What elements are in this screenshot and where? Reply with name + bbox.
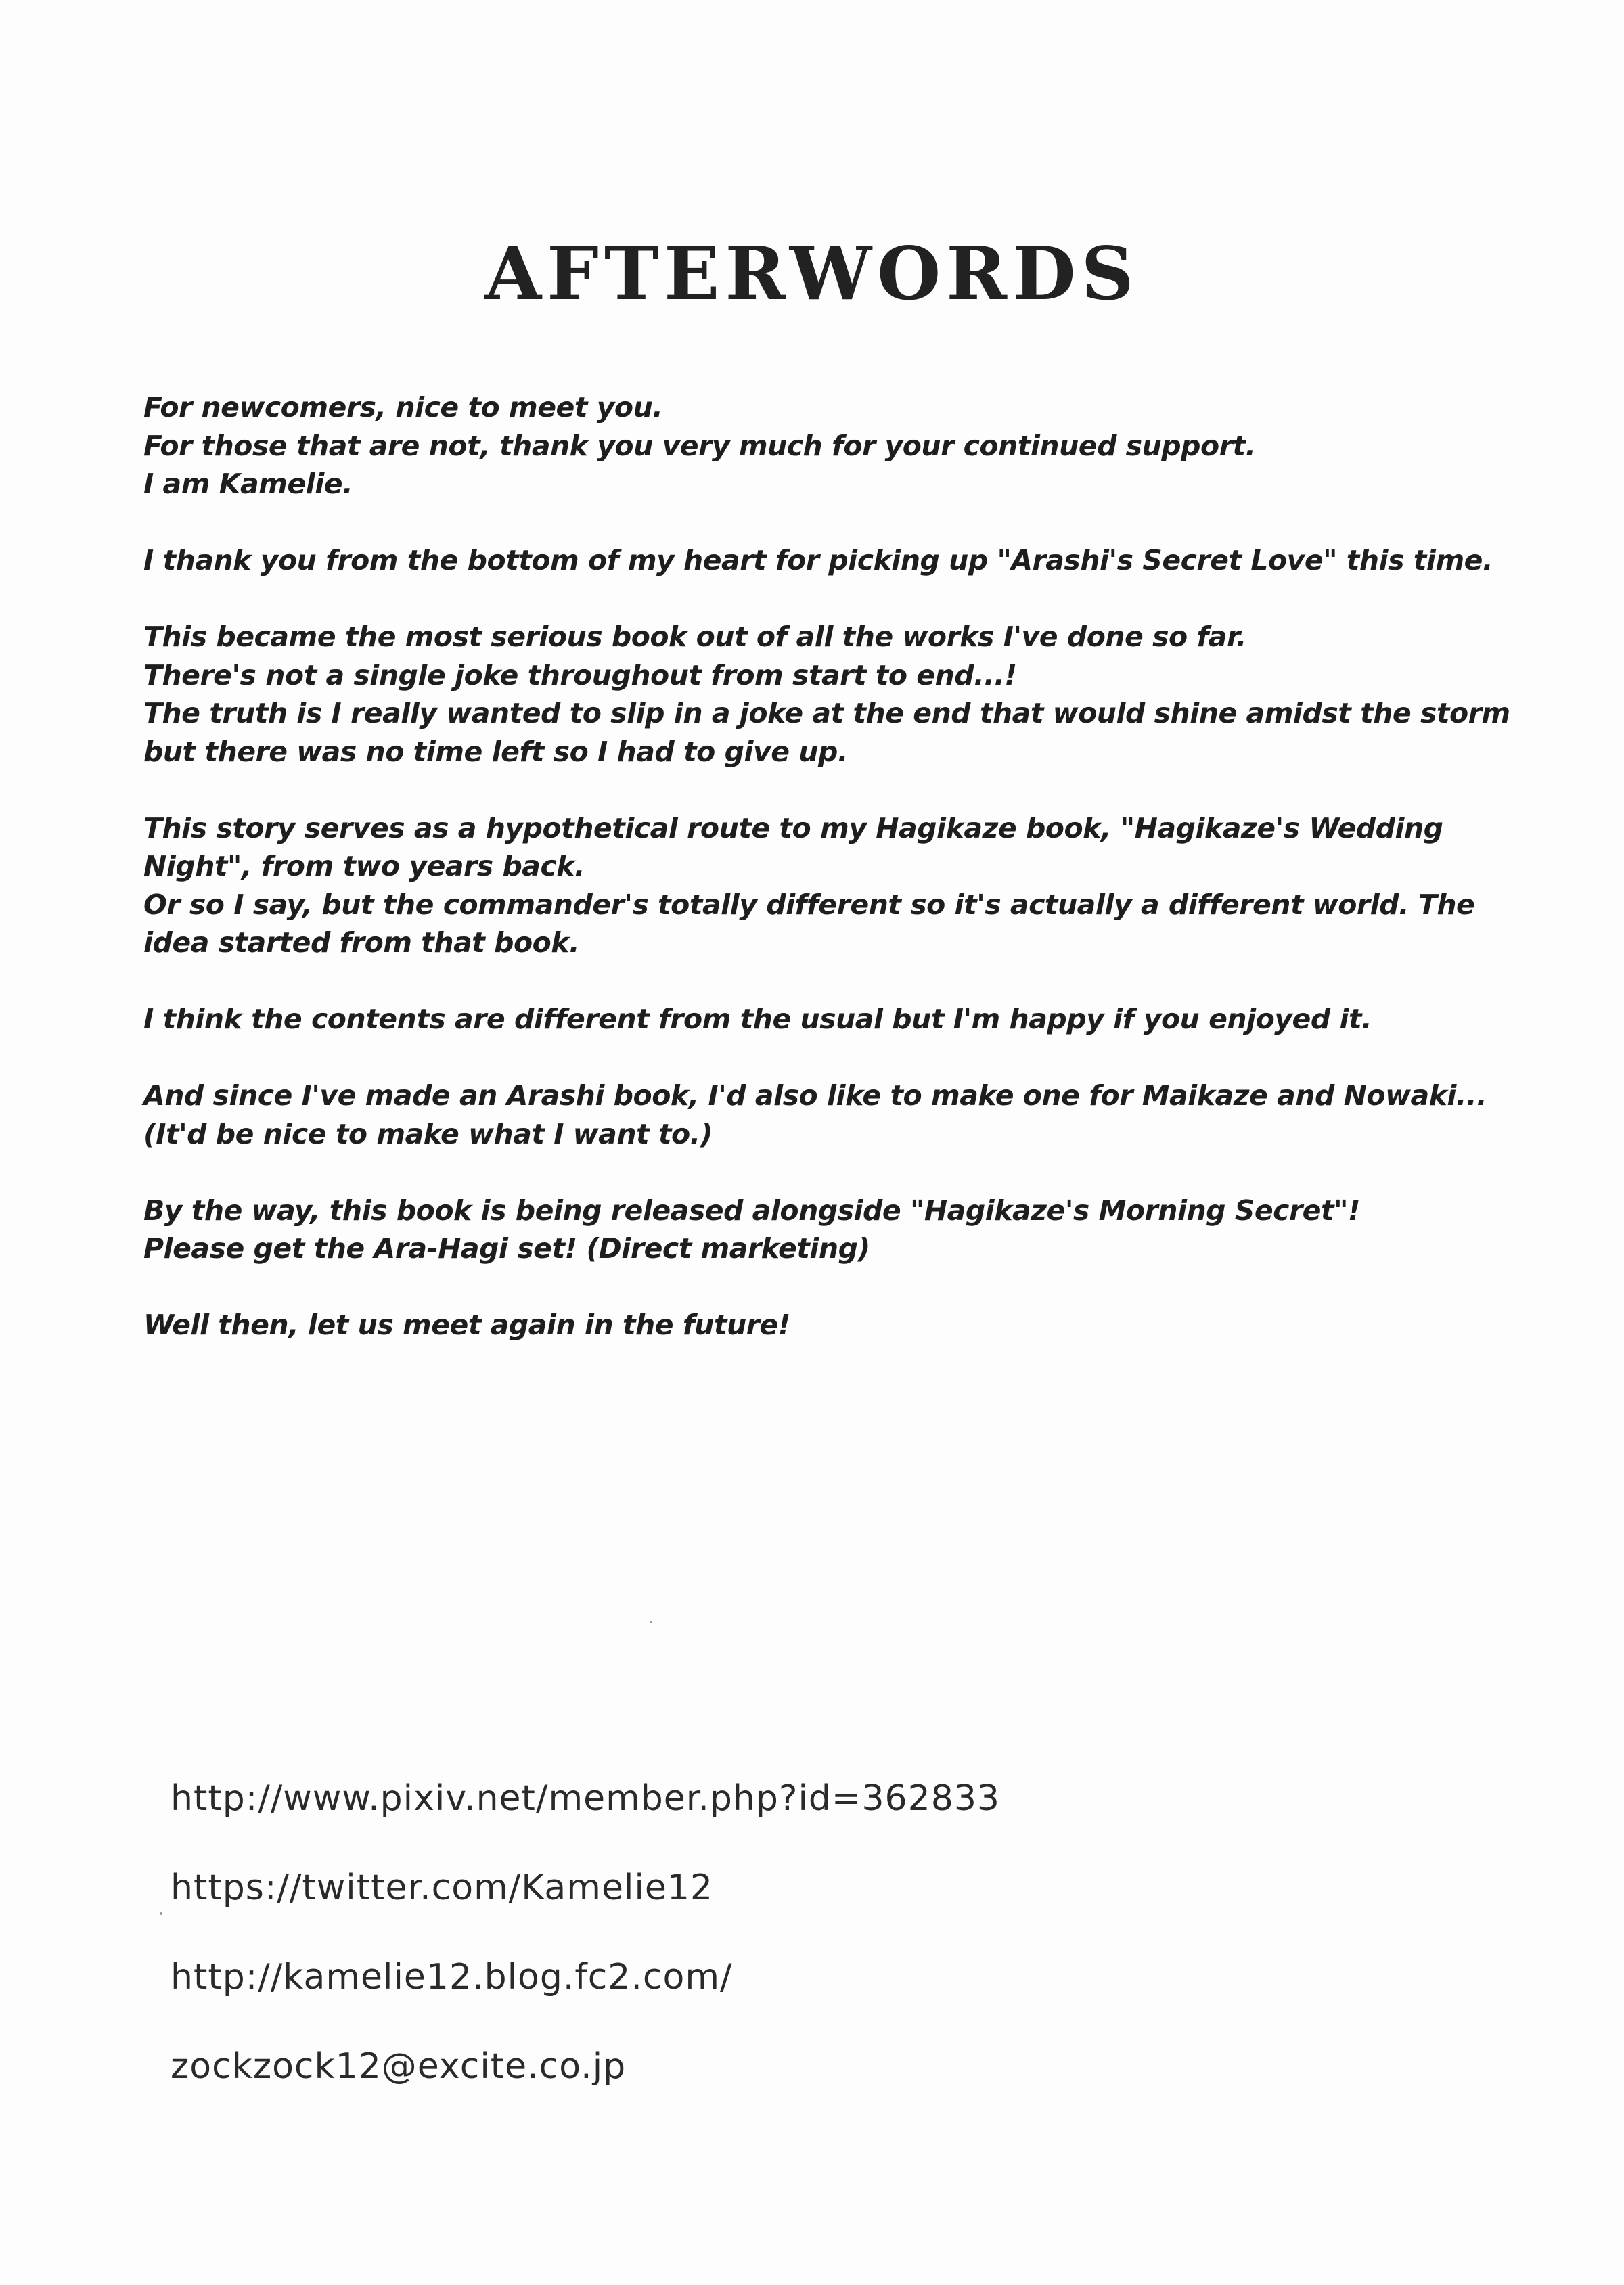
- text-line: (It'd be nice to make what I want to.): [143, 1117, 713, 1150]
- text-line: I thank you from the bottom of my heart for picking up "Arashi's Secret Love" this time.: [143, 544, 1493, 576]
- text-line: Please get the Ara-Hagi set! (Direct marketing): [143, 1232, 870, 1265]
- page-title: AFTERWORDS: [484, 231, 1140, 317]
- text-line: This became the most serious book out of all the works I've done so far.: [143, 620, 1246, 653]
- text-line: For newcomers, nice to meet you.: [143, 391, 663, 424]
- text-line: Night", from two years back.: [143, 850, 585, 882]
- contact-links: [171, 1776, 1000, 2133]
- blog-link[interactable]: http://kamelie12.blog.fc2.com/: [171, 1957, 733, 1997]
- text-line: This story serves as a hypothetical route to my Hagikaze book, "Hagikaze's Wedding: [143, 811, 1443, 844]
- twitter-link[interactable]: https://twitter.com/Kamelie12: [171, 1868, 713, 1908]
- paragraph-contents: [143, 1000, 1571, 1039]
- text-line: The truth is I really wanted to slip in a joke at the end that would shine amidst the storm: [143, 697, 1510, 729]
- text-line: Well then, let us meet again in the future!: [143, 1309, 790, 1341]
- paragraph-thanks: [143, 541, 1571, 580]
- email-address[interactable]: zockzock12@excite.co.jp: [171, 2046, 627, 2087]
- paragraph-next-books: [143, 1077, 1571, 1153]
- text-line: I am Kamelie.: [143, 468, 353, 500]
- paper-speck: [650, 1621, 652, 1623]
- text-line: Or so I say, but the commander's totally different so it's actually a different world. The: [143, 888, 1475, 921]
- afterword-body: [143, 388, 1571, 1382]
- pixiv-link[interactable]: http://www.pixiv.net/member.php?id=362833: [171, 1778, 1000, 1819]
- paragraph-farewell: [143, 1306, 1571, 1344]
- text-line: And since I've made an Arashi book, I'd also like to make one for Maikaze and Nowaki...: [143, 1079, 1487, 1112]
- text-line: By the way, this book is being released alongside "Hagikaze's Morning Secret"!: [143, 1194, 1361, 1227]
- paragraph-release: [143, 1192, 1571, 1268]
- text-line: but there was no time left so I had to give up.: [143, 735, 848, 768]
- text-line: idea started from that book.: [143, 926, 580, 959]
- paper-speck: [160, 1912, 162, 1915]
- paragraph-story-route: [143, 809, 1571, 962]
- text-line: For those that are not, thank you very much for your continued support.: [143, 429, 1256, 462]
- paragraph-serious-book: [143, 618, 1571, 771]
- text-line: I think the contents are different from the usual but I'm happy if you enjoyed it.: [143, 1003, 1372, 1035]
- paragraph-greeting: [143, 388, 1571, 503]
- text-line: There's not a single joke throughout from start to end...!: [143, 658, 1017, 692]
